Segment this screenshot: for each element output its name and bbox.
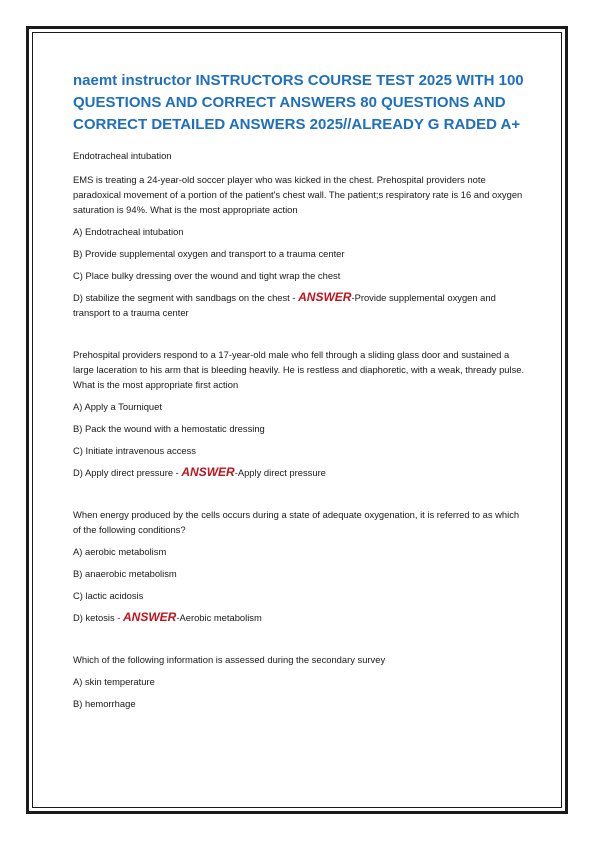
answer-marker: ANSWER xyxy=(123,610,177,624)
question-stem: Prehospital providers respond to a 17-year-old male who fell through a sliding glass door and sustained a large laceration to his arm that is bleeding heavily. He is restless and diaphoretic, with a weak, thready pulse. What is the most appropriate first action xyxy=(73,349,525,390)
option-a: A) skin temperature xyxy=(73,676,155,687)
document-title: naemt instructor INSTRUCTORS COURSE TEST 2025 WITH 100 QUESTIONS AND CORRECT ANSWERS 80 QUESTIONS AND CORRECT DETAILED ANSWERS 2025//ALREADY G RADED A+ xyxy=(73,72,524,133)
answer-marker: ANSWER xyxy=(298,290,352,304)
option-a: A) Apply a Tourniquet xyxy=(73,401,162,412)
answer-text: -Apply direct pressure xyxy=(234,467,326,478)
option-b: B) hemorrhage xyxy=(73,698,136,709)
option-c: C) Initiate intravenous access xyxy=(73,445,196,456)
option-d: D) Apply direct pressure - xyxy=(73,467,179,478)
option-b: B) anaerobic metabolism xyxy=(73,568,177,579)
intro-text: Endotracheal intubation xyxy=(73,150,172,161)
option-d-with-answer xyxy=(73,290,528,320)
document-body xyxy=(73,70,528,718)
option-c: C) Place bulky dressing over the wound and tight wrap the chest xyxy=(73,270,341,281)
question-1 xyxy=(73,172,528,320)
answer-marker: ANSWER xyxy=(181,465,235,479)
answer-text: -Aerobic metabolism xyxy=(176,612,262,623)
option-d-with-answer xyxy=(73,610,528,625)
question-3 xyxy=(73,507,528,625)
option-a: A) Endotracheal intubation xyxy=(73,226,184,237)
question-stem: Which of the following information is assessed during the secondary survey xyxy=(73,654,386,665)
answer-text: -Provide supplemental oxygen and transport to a trauma center xyxy=(73,292,496,318)
option-b: B) Pack the wound with a hemostatic dressing xyxy=(73,423,265,434)
option-b: B) Provide supplemental oxygen and transport to a trauma center xyxy=(73,248,345,259)
question-stem: EMS is treating a 24-year-old soccer player who was kicked in the chest. Prehospital providers note paradoxical movement of a portion of the patient's chest wall. The patient;s respiratory rate is 16 and oxygen saturation is 94%. What is the most appropriate action xyxy=(73,174,523,215)
option-a: A) aerobic metabolism xyxy=(73,546,167,557)
question-2 xyxy=(73,347,528,480)
option-c: C) lactic acidosis xyxy=(73,590,144,601)
option-d: D) stabilize the segment with sandbags on the chest - xyxy=(73,292,296,303)
question-stem: When energy produced by the cells occurs during a state of adequate oxygenation, it is referred to as which of the following conditions? xyxy=(73,509,520,535)
option-d-with-answer xyxy=(73,465,528,480)
option-d: D) ketosis - xyxy=(73,612,121,623)
question-4 xyxy=(73,652,528,711)
